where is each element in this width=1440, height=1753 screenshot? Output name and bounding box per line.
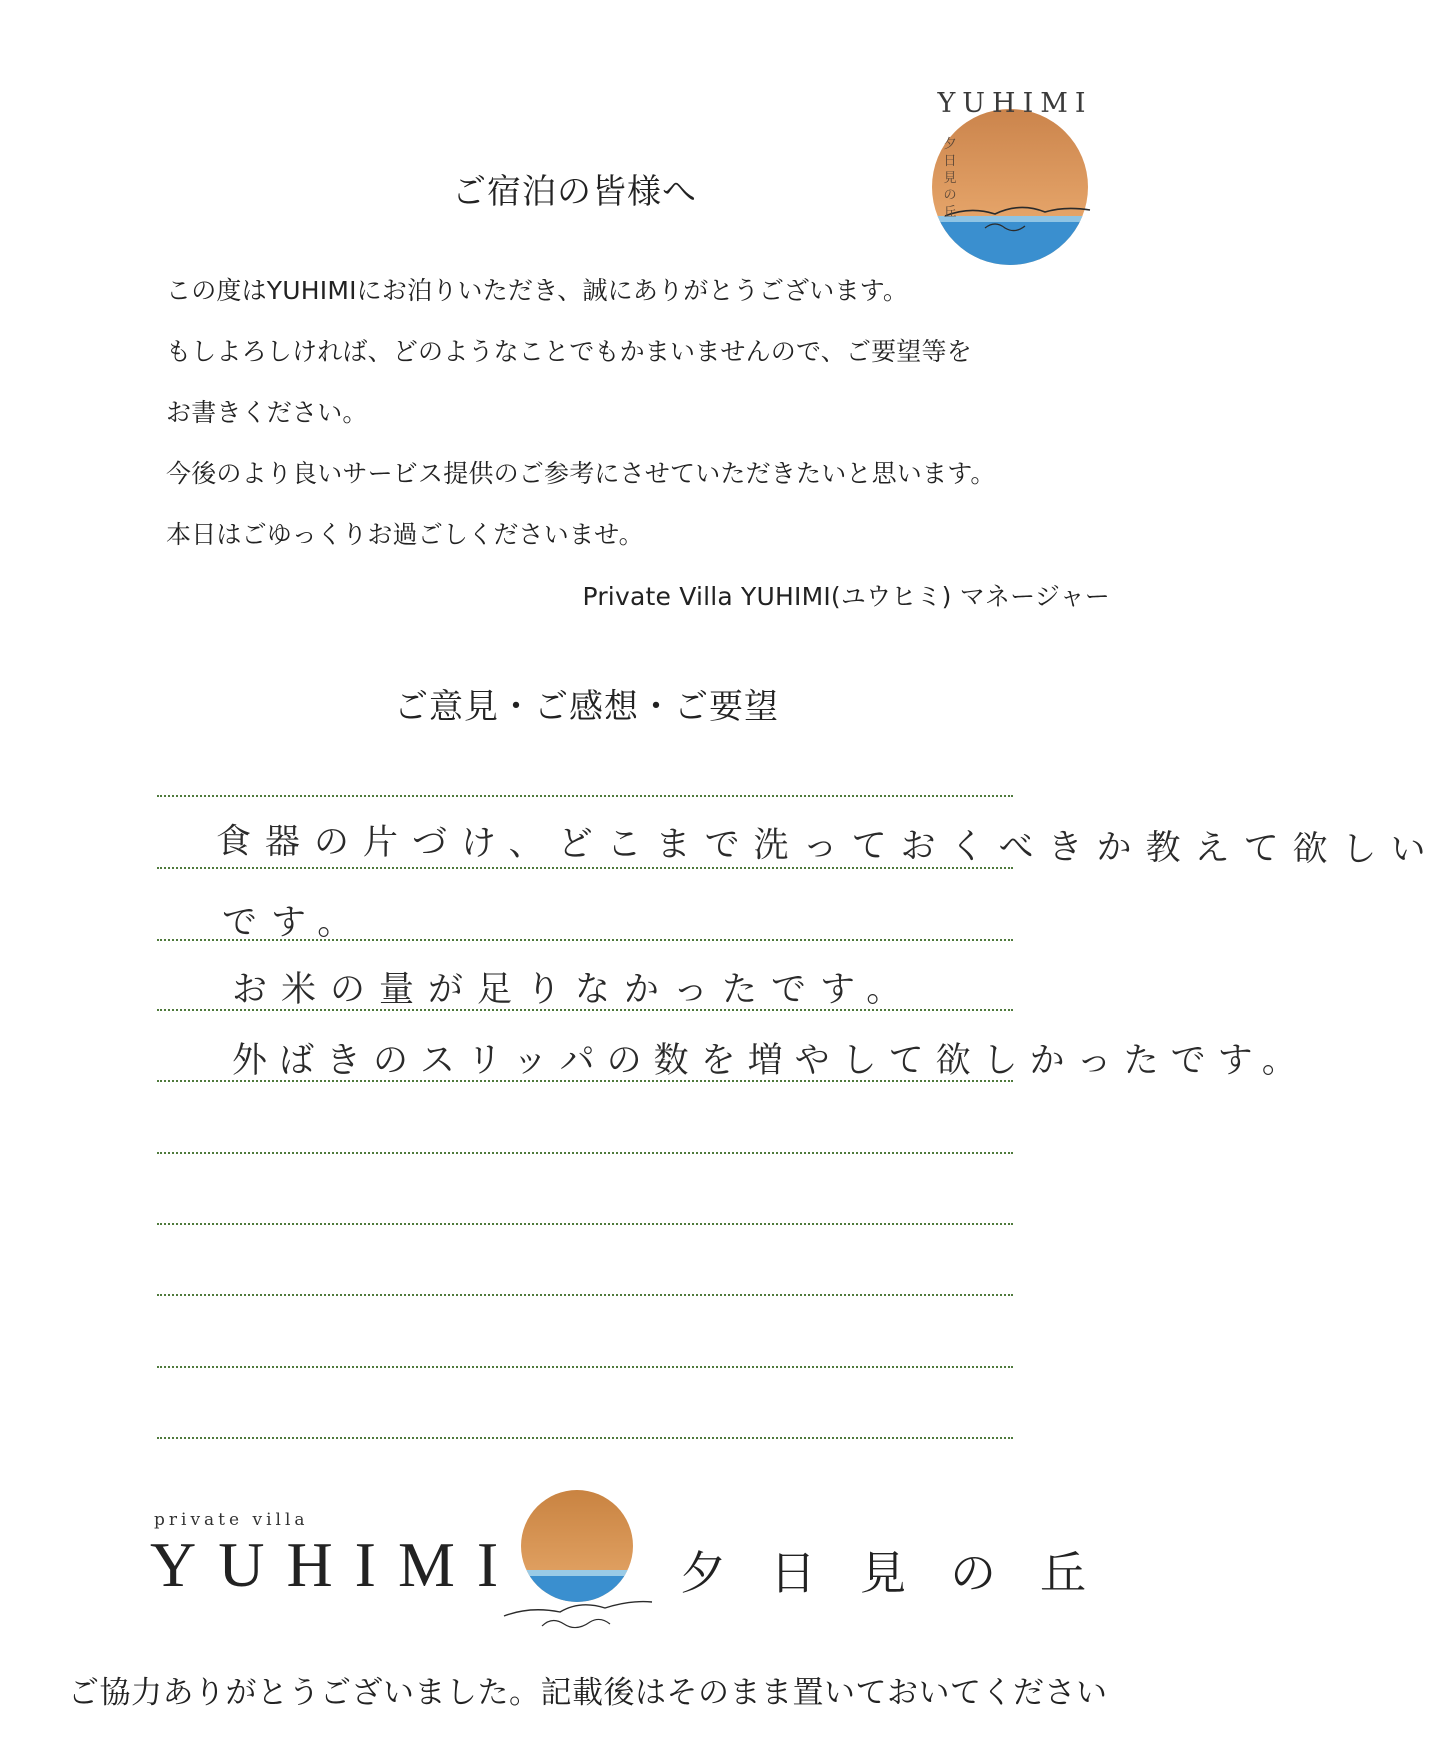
writing-line <box>157 1223 1013 1225</box>
intro-line-2: もしよろしければ、どのようなことでもかまいませんので、ご要望等を <box>166 337 972 366</box>
handwritten-line-1: 食器の片づけ、どこまで洗っておくべきか教えて欲しい <box>215 821 1440 871</box>
writing-line <box>157 795 1013 797</box>
handwritten-line-4: 外ばきのスリッパの数を増やして欲しかったです。 <box>232 1041 1309 1081</box>
writing-line <box>157 1437 1013 1439</box>
logo-vertical-text: 夕日見の丘 <box>943 137 957 220</box>
writing-line <box>157 1152 1013 1154</box>
writing-line <box>157 1366 1013 1368</box>
intro-line-1: この度はYUHIMIにお泊りいただき、誠にありがとうございます。 <box>166 276 909 305</box>
manager-signature: Private Villa YUHIMI(ユウヒミ) マネージャー <box>582 582 1110 611</box>
handwritten-line-2: です。 <box>222 903 367 943</box>
handwritten-line-3: お米の量が足りなかったです。 <box>232 970 916 1010</box>
page-title: ご宿泊の皆様へ <box>452 172 697 212</box>
sun-logo-icon <box>500 1484 670 1644</box>
footer-private-villa: private villa <box>154 1510 309 1530</box>
intro-line-3: お書きください。 <box>166 398 368 427</box>
writing-line <box>157 1294 1013 1296</box>
top-logo <box>925 88 1095 258</box>
footer-sun-logo <box>500 1484 670 1648</box>
footer-japanese-name: 夕日見の丘 <box>680 1546 1130 1600</box>
thanks-message: ご協力ありがとうございました。記載後はそのまま置いておいてください <box>68 1675 1108 1711</box>
feedback-section-title: ご意見・ご感想・ご要望 <box>394 687 779 727</box>
intro-line-4: 今後のより良いサービス提供のご参考にさせていただきたいと思います。 <box>166 459 996 488</box>
intro-line-5: 本日はごゆっくりお過ごしくださいませ。 <box>166 520 644 549</box>
logo-wordmark: YUHIMI <box>937 88 1093 119</box>
footer-wordmark: YUHIMI <box>150 1529 521 1600</box>
